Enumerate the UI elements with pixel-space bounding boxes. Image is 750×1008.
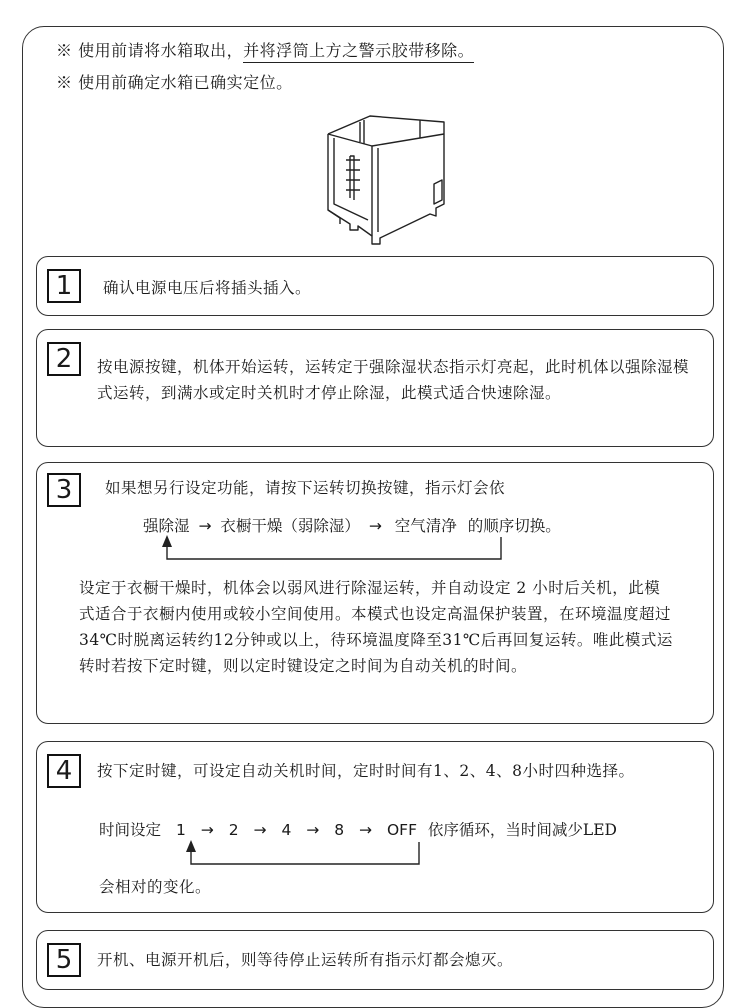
timer-value-off: OFF (386, 821, 417, 839)
timer-return-arrow-icon (37, 742, 715, 882)
arrow-right-icon: → (253, 821, 267, 839)
step-2 (36, 329, 714, 447)
step-number: 2 (47, 342, 81, 376)
arrow-right-icon: → (359, 821, 373, 839)
mode-air-purify: 空气清净 (394, 517, 457, 535)
arrow-right-icon: → (306, 821, 320, 839)
step-4 (36, 741, 714, 913)
step-number: 5 (47, 943, 81, 977)
timer-value-4: 4 (281, 821, 292, 839)
cycle-suffix: 的顺序切换。 (467, 517, 561, 535)
arrow-right-icon: → (368, 517, 382, 535)
step-5-text: 开机、电源开机后，则等待停止运转所有指示灯都会熄灭。 (97, 951, 514, 969)
timer-value-8: 8 (334, 821, 345, 839)
step-5 (36, 930, 714, 990)
step-4-end: 会相对的变化。 (99, 878, 212, 896)
note-1-prefix: ※ 使用前请将水箱取出， (56, 41, 244, 60)
note-1-underlined: 并将浮筒上方之警示胶带移除。 (243, 41, 474, 63)
note-tank-position: ※ 使用前确定水箱已确实定位。 (56, 73, 293, 92)
step-3-intro: 如果想另行设定功能，请按下运转切换按键，指示灯会依 (105, 479, 506, 497)
mode-closet-dry: 衣橱干燥（弱除湿） (220, 517, 360, 535)
step-2-text: 按电源按键，机体开始运转，运转定于强除湿状态指示灯亮起，此时机体以强除湿模式运转，到满水或定时关机时才停止除湿，此模式适合快速除湿。 (97, 358, 690, 402)
step-number: 4 (47, 754, 81, 788)
timer-value-2: 2 (228, 821, 239, 839)
step-3 (36, 462, 714, 724)
timer-value-1: 1 (175, 821, 186, 839)
step-1 (36, 256, 714, 316)
step-number: 1 (47, 269, 81, 303)
step-1-text: 确认电源电压后将插头插入。 (103, 279, 312, 297)
step-3-body: 设定于衣橱干燥时，机体会以弱风进行除湿运转，并自动设定 2 小时后关机，此模式适合于衣橱内使用或较小空间使用。本模式也设定高温保护装置，在环境温度超过34℃时脱离运转约12分钟或以上，待环境温度降至31℃后再回复运转。唯此模式运转时若按下定时键，则以定时键设定之时间为自动关机的时间。 (79, 579, 673, 675)
water-tank-illustration (320, 108, 456, 248)
cycle-return-arrow-icon (37, 463, 715, 573)
timer-label: 时间设定 (99, 821, 162, 839)
arrow-right-icon: → (198, 517, 212, 535)
timer-suffix: 依序循环，当时间减少LED (427, 821, 617, 839)
arrow-right-icon: → (200, 821, 214, 839)
mode-strong-dehumidify: 强除湿 (143, 517, 190, 535)
step-number: 3 (47, 473, 81, 507)
step-4-intro: 按下定时键，可设定自动关机时间，定时时间有1、2、4、8小时四种选择。 (97, 762, 635, 780)
note-remove-tape (56, 38, 474, 61)
